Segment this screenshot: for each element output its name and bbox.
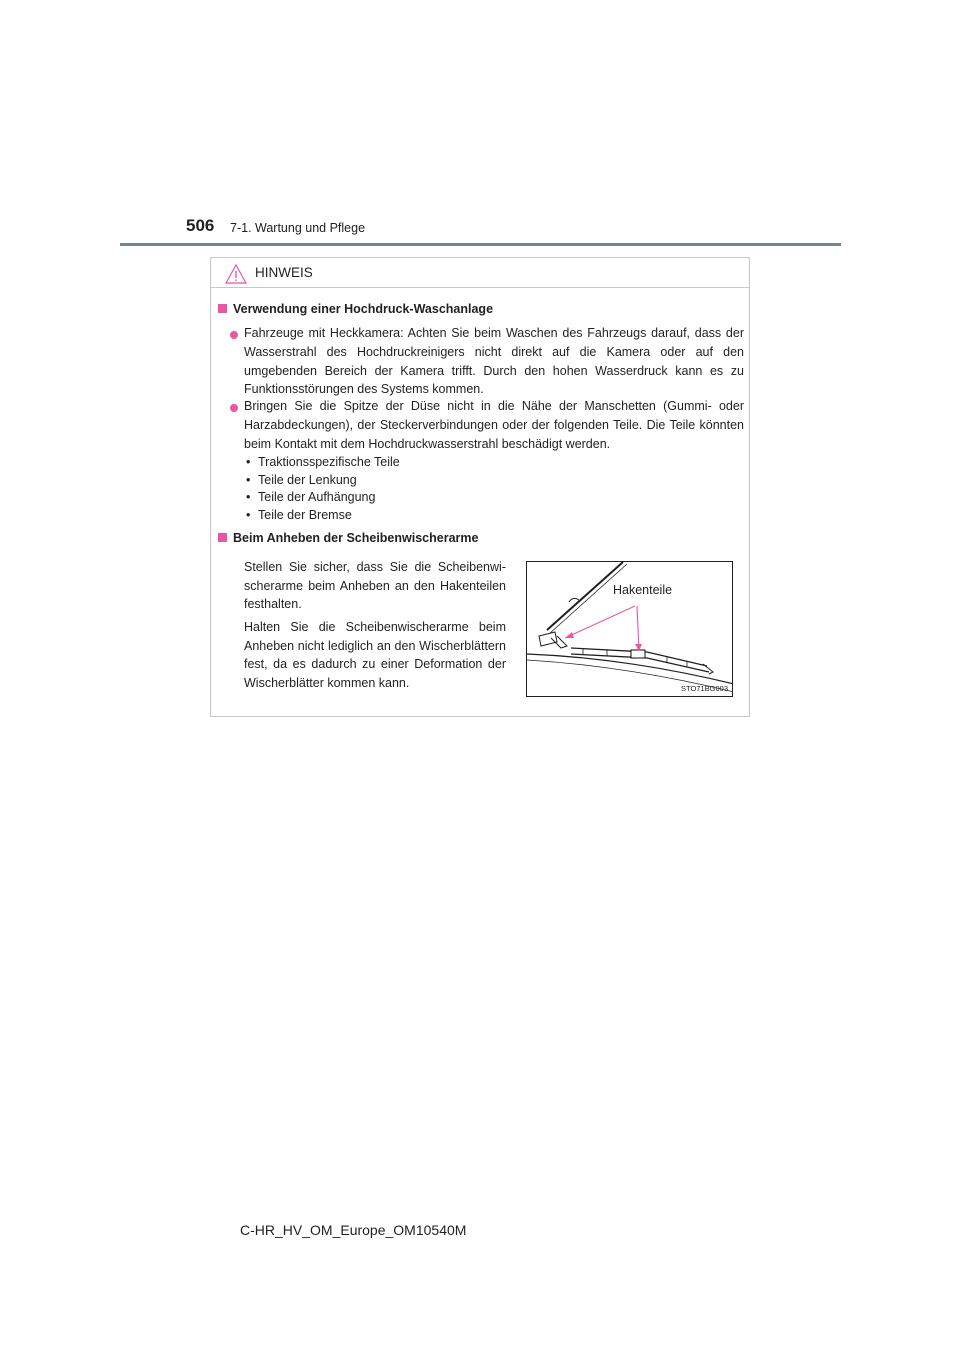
heading-hochdruck: Verwendung einer Hochdruck-Waschanlage (218, 302, 493, 316)
list-item: • Teile der Lenkung (244, 472, 400, 490)
paragraph-hooks: Stellen Sie sicher, dass Sie die Scheibenwischerarme beim Anheben an den Hakenteilen festhalten. (244, 560, 506, 611)
wiper-figure (526, 561, 733, 697)
page-number: 506 (186, 216, 215, 235)
sub-item-list (244, 454, 400, 524)
footer-document-code: C-HR_HV_OM_Europe_OM10540M (240, 1222, 467, 1238)
notice-header (211, 258, 749, 288)
list-item: • Teile der Bremse (244, 507, 400, 525)
circle-bullet-icon (230, 331, 238, 339)
header-rule (120, 243, 841, 246)
section-title: 7-1. Wartung und Pflege (230, 221, 366, 235)
notice-box (210, 257, 750, 717)
notice-label: HINWEIS (255, 265, 313, 280)
list-item: • Traktionsspezifische Teile (244, 454, 400, 472)
square-bullet-icon (218, 533, 227, 542)
list-item: • Teile der Aufhängung (244, 489, 400, 507)
circle-bullet-icon (230, 404, 238, 412)
paragraph-camera: Fahrzeuge mit Heckkamera: Achten Sie beim Waschen des Fahrzeugs darauf, dass der Wasserstrahl des Hochdruckreinigers nicht direkt auf die Kamera oder auf den umgebenden Bereich der Kamera trifft. Durch den hohen Wasserdruck kann es zu Funktionsstörungen des Systems kommen. (244, 326, 744, 397)
heading-wischerarme: Beim Anheben der Scheibenwischerarme (218, 531, 478, 545)
paragraph-nozzle: Bringen Sie die Spitze der Düse nicht in die Nähe der Manschetten (Gummi- oder Harzabdeckungen), der Steckerverbindungen oder der folgenden Teile. Die Teile könnten beim Kontakt mit dem Hochdruckwasserstrahl beschädigt werden. (244, 399, 744, 451)
square-bullet-icon (218, 304, 227, 313)
warning-triangle-icon (225, 264, 247, 284)
paragraph-blades: Halten Sie die Scheibenwischerarme beim Anheben nicht lediglich an den Wischerblättern fest, da es dadurch zu einer Deformation der Wischerblätter kommen kann. (244, 620, 506, 690)
figure-code: STO71BG003 (681, 684, 728, 693)
figure-label: Hakenteile (613, 583, 673, 597)
